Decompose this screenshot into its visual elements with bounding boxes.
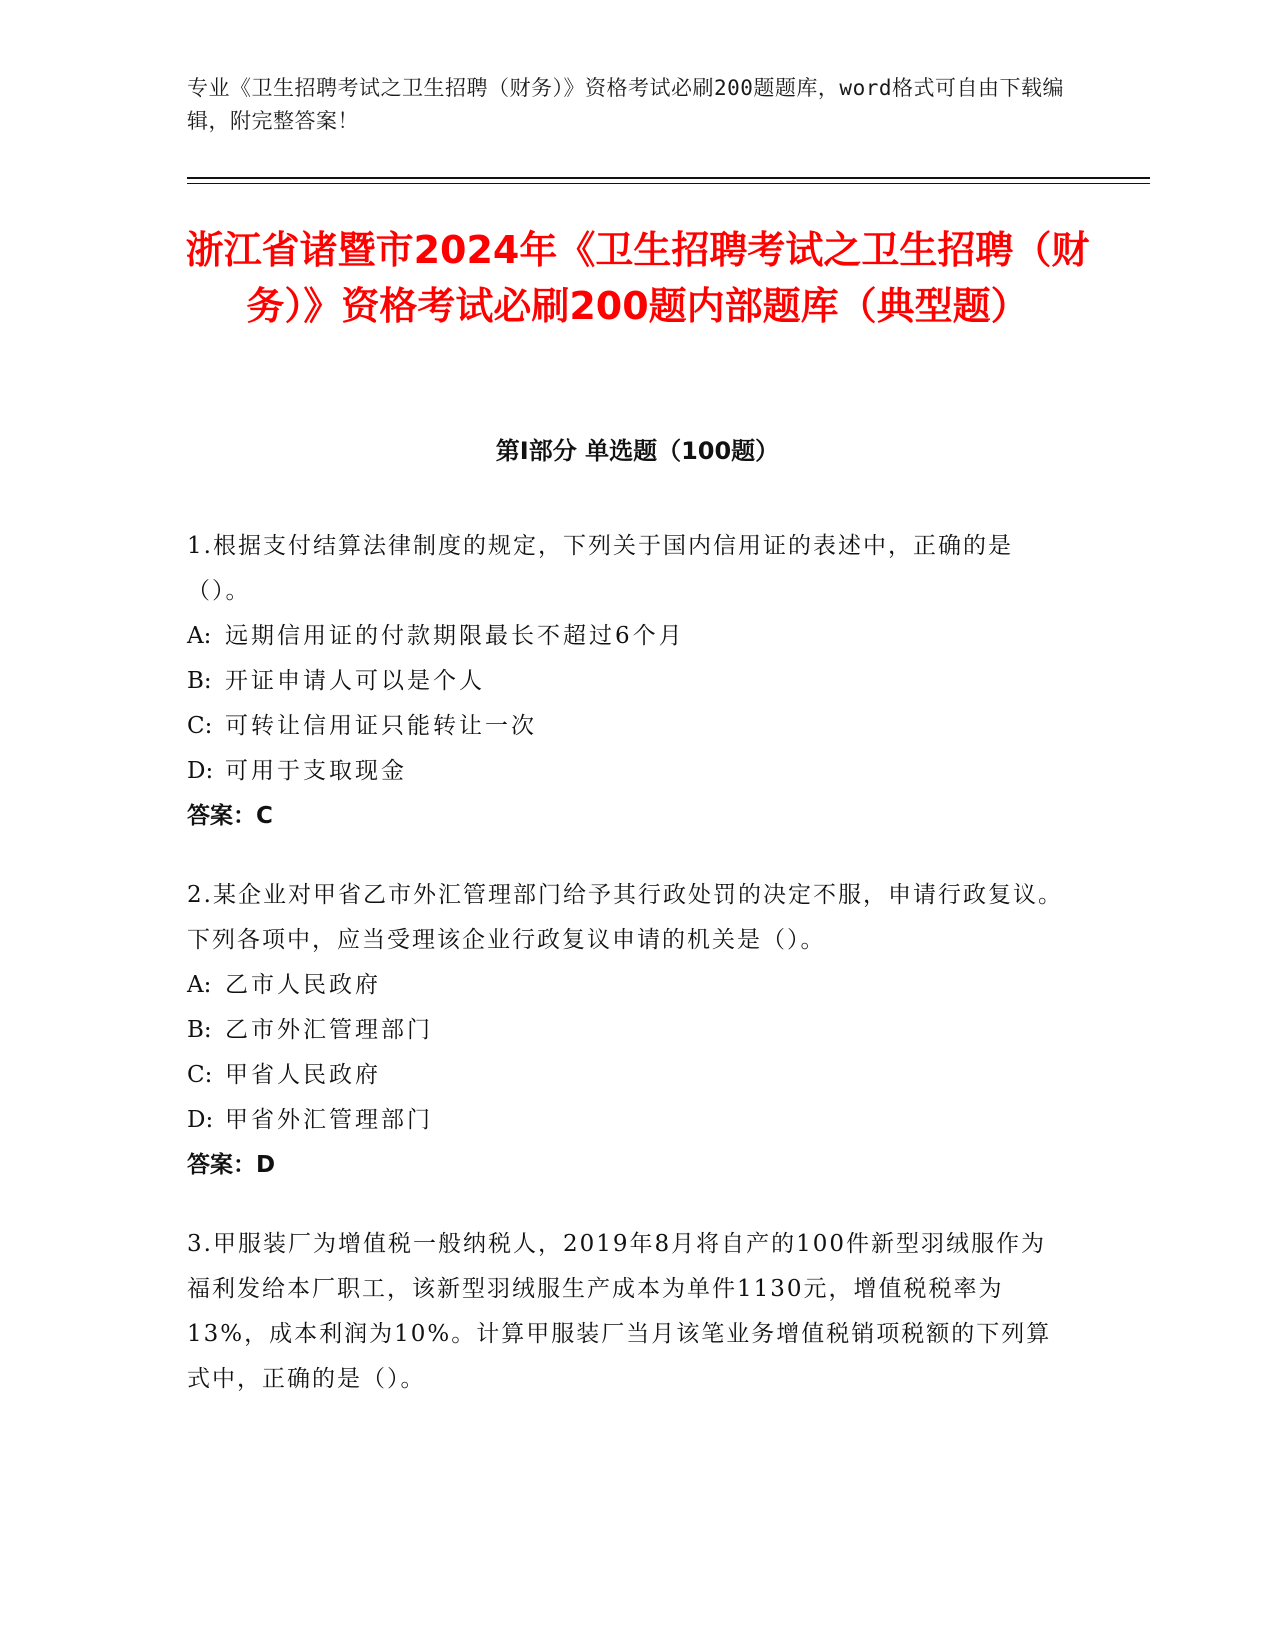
option-letter: D: <box>187 758 214 784</box>
question-stem: 3.甲服装厂为增值税一般纳税人，2019年8月将自产的100件新型羽绒服作为福利发给本厂职工，该新型羽绒服生产成本为单件1130元，增值税税率为13%，成本利润为10%。计算甲服装厂当月该笔业务增值税销项税额的下列算式中，正确的是（）。 <box>187 1231 1052 1392</box>
option-text: 乙市人民政府 <box>225 972 381 998</box>
question-1 <box>187 524 1067 839</box>
option-letter: B: <box>187 668 212 694</box>
option-text: 甲省外汇管理部门 <box>225 1107 433 1133</box>
option-d <box>187 1098 1067 1143</box>
option-letter: D: <box>187 1107 214 1133</box>
answer-line: 答案：D <box>187 1152 276 1178</box>
option-letter: B: <box>187 1017 212 1043</box>
question-3 <box>187 1222 1067 1402</box>
option-text: 开证申请人可以是个人 <box>225 668 485 694</box>
option-a <box>187 963 1067 1008</box>
option-text: 可用于支取现金 <box>225 758 407 784</box>
option-text: 甲省人民政府 <box>225 1062 381 1088</box>
option-b <box>187 659 1067 704</box>
question-2 <box>187 873 1067 1188</box>
question-stem: 2.某企业对甲省乙市外汇管理部门给予其行政处罚的决定不服，申请行政复议。下列各项中，应当受理该企业行政复议申请的机关是（）。 <box>187 882 1063 953</box>
option-d <box>187 749 1067 794</box>
option-c <box>187 1053 1067 1098</box>
document-title: 浙江省诸暨市2024年《卫生招聘考试之卫生招聘（财务）》资格考试必刷200题内部题库（典型题） <box>185 228 1090 328</box>
option-letter: A: <box>187 623 212 649</box>
option-letter: C: <box>187 1062 213 1088</box>
option-text: 乙市外汇管理部门 <box>225 1017 433 1043</box>
option-letter: C: <box>187 713 213 739</box>
question-stem: 1.根据支付结算法律制度的规定，下列关于国内信用证的表述中，正确的是（）。 <box>187 533 1013 604</box>
option-b <box>187 1008 1067 1053</box>
question-list <box>187 524 1067 1436</box>
header-rule-thick <box>187 177 1150 179</box>
option-text: 远期信用证的付款期限最长不超过6个月 <box>225 623 685 649</box>
section-heading: 第Ⅰ部分 单选题（100题） <box>495 437 780 465</box>
answer-line: 答案：C <box>187 803 273 829</box>
header-rule-thin <box>187 183 1150 184</box>
option-a <box>187 614 1067 659</box>
option-letter: A: <box>187 972 212 998</box>
option-text: 可转让信用证只能转让一次 <box>225 713 537 739</box>
option-c <box>187 704 1067 749</box>
header-note: 专业《卫生招聘考试之卫生招聘（财务）》资格考试必刷200题题库，word格式可自由下载编辑，附完整答案！ <box>187 76 1064 133</box>
